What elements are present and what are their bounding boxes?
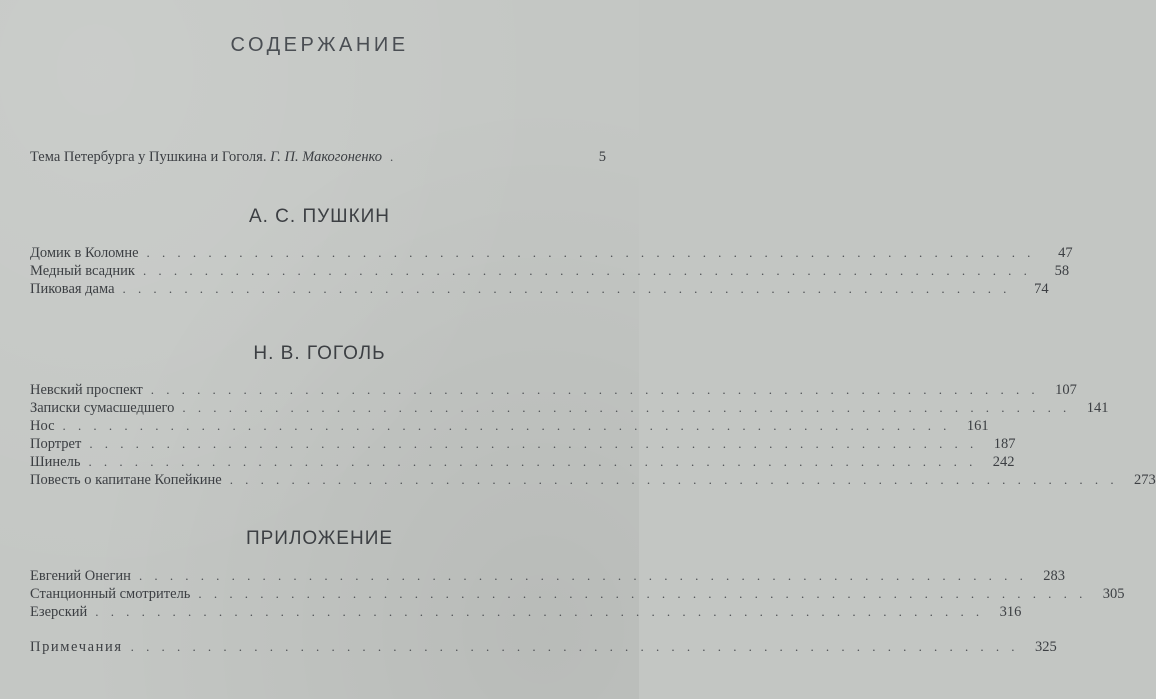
dot-leader: .......................................................... — [150, 382, 1047, 397]
toc-page-number: 107 — [1055, 382, 1077, 398]
intro-author: Г. П. Макогоненко — [270, 149, 383, 165]
dot-leader: . — [390, 149, 406, 164]
section-list-pushkin — [30, 244, 1073, 298]
toc-entry — [30, 417, 989, 435]
dot-leader: .......................................................... — [62, 418, 959, 433]
dot-leader: .......................................................... — [229, 472, 1126, 487]
dot-leader: .......................................................... — [122, 281, 1019, 296]
toc-entry-label — [30, 148, 386, 166]
toc-entry — [30, 453, 1015, 471]
toc-page-number: 5 — [598, 149, 606, 165]
toc-entry — [30, 262, 1070, 280]
toc-entry-label: Портрет — [30, 436, 82, 452]
toc-entry-label: Нос — [30, 418, 55, 434]
toc-page-number: 316 — [999, 604, 1022, 620]
page-title: СОДЕРЖАНИЕ — [230, 34, 409, 56]
toc-entry — [30, 280, 1049, 298]
section-list-appendix — [30, 567, 1125, 621]
notes-block — [30, 638, 1057, 656]
intro-block — [30, 148, 606, 166]
toc-page-number: 161 — [966, 418, 989, 434]
toc-entry — [30, 603, 1022, 621]
toc-entry-label: Станционный смотритель — [30, 586, 191, 602]
toc-entry-label: Повесть о капитане Копейкине — [30, 472, 222, 488]
toc-entry-label: Медный всадник — [30, 263, 135, 279]
toc-entry — [30, 381, 1077, 399]
toc-page-number: 141 — [1086, 400, 1109, 416]
toc-entry-label: Шинель — [30, 454, 81, 470]
section-heading-pushkin: А. С. ПУШКИН — [248, 206, 391, 227]
toc-page-number: 305 — [1102, 586, 1125, 602]
dot-leader: .......................................................... — [130, 639, 1027, 654]
toc-entry — [30, 435, 1016, 453]
dot-leader: .......................................................... — [142, 263, 1040, 278]
toc-entry-label: Примечания — [30, 639, 123, 655]
toc-entry-intro — [30, 148, 606, 166]
section-heading-appendix: ПРИЛОЖЕНИЕ — [245, 528, 394, 549]
toc-entry — [30, 567, 1066, 585]
toc-page-number: 47 — [1058, 245, 1073, 261]
dot-leader: .......................................................... — [95, 604, 992, 619]
toc-entry-label: Записки сумасшедшего — [30, 400, 175, 416]
toc-entry-label: Езерский — [30, 604, 88, 620]
dot-leader: .......................................................... — [89, 436, 986, 451]
toc-entry-label: Невский проспект — [30, 382, 143, 398]
toc-page-number: 273 — [1134, 472, 1156, 488]
dot-leader: .......................................................... — [88, 454, 985, 469]
toc-entry — [30, 399, 1109, 417]
section-heading-gogol: Н. В. ГОГОЛЬ — [253, 343, 386, 364]
toc-page-number: 58 — [1054, 263, 1070, 279]
toc-entry — [30, 471, 1156, 489]
dot-leader: .......................................................... — [146, 245, 1043, 260]
toc-entry — [30, 585, 1125, 603]
dot-leader: .......................................................... — [198, 586, 1095, 601]
toc-page-number: 74 — [1034, 281, 1049, 297]
toc-entry-label: Пиковая дама — [30, 281, 115, 297]
toc-page-number: 187 — [993, 436, 1016, 452]
toc-page-number: 325 — [1035, 639, 1057, 655]
toc-entry-label: Евгений Онегин — [30, 568, 131, 584]
toc-entry-notes — [30, 638, 1057, 656]
toc-entry-label: Домик в Коломне — [30, 245, 139, 261]
section-list-gogol — [30, 381, 1156, 489]
toc-entry — [30, 244, 1073, 262]
toc-page-number: 283 — [1043, 568, 1066, 584]
dot-leader: .......................................................... — [138, 568, 1036, 583]
toc-page-number: 242 — [992, 454, 1015, 470]
intro-title: Тема Петербурга у Пушкина и Гоголя. — [30, 149, 267, 165]
dot-leader: .......................................................... — [182, 400, 1079, 415]
